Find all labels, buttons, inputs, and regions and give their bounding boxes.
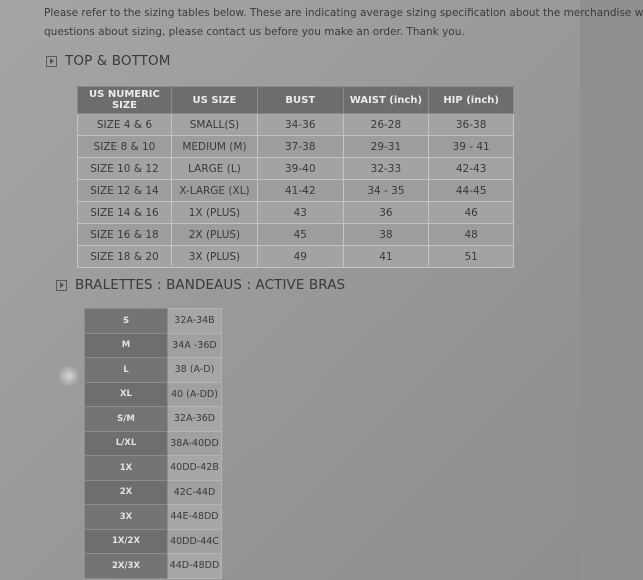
table-row <box>85 333 222 358</box>
cell-numeric-size: SIZE 16 & 18 <box>78 224 172 246</box>
table-row <box>85 382 222 407</box>
cell-numeric-size: SIZE 8 & 10 <box>78 136 172 158</box>
table-row <box>85 431 222 456</box>
cell-numeric-size: SIZE 12 & 14 <box>78 180 172 202</box>
table-row <box>85 505 222 530</box>
table-row <box>85 309 222 334</box>
cell-numeric-size: SIZE 4 & 6 <box>78 114 172 136</box>
cell-waist: 26-28 <box>343 114 429 136</box>
play-triangle-icon <box>56 280 67 291</box>
cell-hip: 44-45 <box>429 180 514 202</box>
cell-bust: 45 <box>257 224 343 246</box>
cell-size: 2X/3X <box>85 554 168 579</box>
section-title-label: TOP & BOTTOM <box>65 53 171 69</box>
cell-bust: 34-36 <box>257 114 343 136</box>
header-us-numeric-size: US NUMERIC SIZE <box>78 87 172 114</box>
cell-waist: 41 <box>343 246 429 268</box>
cell-size: L <box>85 358 168 383</box>
cell-us-size: LARGE (L) <box>171 158 257 180</box>
section-title-top-bottom[interactable] <box>46 53 171 69</box>
cell-us-size: MEDIUM (M) <box>171 136 257 158</box>
play-triangle-icon <box>46 56 57 67</box>
cell-size: 3X <box>85 505 168 530</box>
cell-size: S <box>85 309 168 334</box>
table-row <box>85 456 222 481</box>
cell-bust: 41-42 <box>257 180 343 202</box>
cell-waist: 34 - 35 <box>343 180 429 202</box>
cell-bra-range: 38A-40DD <box>168 431 222 456</box>
table-row <box>78 246 514 268</box>
cell-waist: 29-31 <box>343 136 429 158</box>
cell-numeric-size: SIZE 14 & 16 <box>78 202 172 224</box>
cell-bra-range: 32A-34B <box>168 309 222 334</box>
bralette-size-table <box>84 308 222 579</box>
cell-size: 1X <box>85 456 168 481</box>
cell-numeric-size: SIZE 10 & 12 <box>78 158 172 180</box>
intro-line-2: questions about sizing, please contact us before you make an order. Thank you. <box>44 26 465 38</box>
header-hip: HIP (inch) <box>429 87 514 114</box>
cell-hip: 36-38 <box>429 114 514 136</box>
table-row <box>78 158 514 180</box>
cell-bra-range: 44D-48DD <box>168 554 222 579</box>
cell-waist: 32-33 <box>343 158 429 180</box>
cell-bust: 43 <box>257 202 343 224</box>
table-row <box>78 180 514 202</box>
cell-bra-range: 40DD-44C <box>168 529 222 554</box>
cell-size: S/M <box>85 407 168 432</box>
cell-bra-range: 40 (A-DD) <box>168 382 222 407</box>
cell-hip: 42-43 <box>429 158 514 180</box>
cell-waist: 36 <box>343 202 429 224</box>
cell-hip: 48 <box>429 224 514 246</box>
cell-numeric-size: SIZE 18 & 20 <box>78 246 172 268</box>
cell-bust: 49 <box>257 246 343 268</box>
section-title-bralettes[interactable] <box>56 277 345 293</box>
cell-hip: 51 <box>429 246 514 268</box>
header-bust: BUST <box>257 87 343 114</box>
cell-hip: 46 <box>429 202 514 224</box>
cell-waist: 38 <box>343 224 429 246</box>
table-row <box>85 529 222 554</box>
table-row <box>85 358 222 383</box>
intro-text <box>44 4 643 42</box>
cell-hip: 39 - 41 <box>429 136 514 158</box>
cell-us-size: 2X (PLUS) <box>171 224 257 246</box>
cell-bra-range: 32A-36D <box>168 407 222 432</box>
cell-bra-range: 42C-44D <box>168 480 222 505</box>
table-row <box>78 114 514 136</box>
table-header-row <box>78 87 514 114</box>
cell-size: M <box>85 333 168 358</box>
screen-glare <box>58 365 80 387</box>
table-row <box>85 480 222 505</box>
cell-size: L/XL <box>85 431 168 456</box>
cell-us-size: SMALL(S) <box>171 114 257 136</box>
table-row <box>78 224 514 246</box>
cell-bra-range: 38 (A-D) <box>168 358 222 383</box>
cell-us-size: X-LARGE (XL) <box>171 180 257 202</box>
intro-line-1: Please refer to the sizing tables below. These are indicating average sizing specification about the merchandise w <box>44 7 643 19</box>
table-row <box>78 136 514 158</box>
cell-bust: 37-38 <box>257 136 343 158</box>
cell-bust: 39-40 <box>257 158 343 180</box>
top-bottom-size-table <box>77 86 514 268</box>
cell-size: 1X/2X <box>85 529 168 554</box>
header-us-size: US SIZE <box>171 87 257 114</box>
cell-size: XL <box>85 382 168 407</box>
cell-bra-range: 44E-48DD <box>168 505 222 530</box>
cell-us-size: 3X (PLUS) <box>171 246 257 268</box>
cell-bra-range: 40DD-42B <box>168 456 222 481</box>
section-title-label: BRALETTES : BANDEAUS : ACTIVE BRAS <box>75 277 346 293</box>
cell-us-size: 1X (PLUS) <box>171 202 257 224</box>
header-waist: WAIST (inch) <box>343 87 429 114</box>
table-row <box>85 407 222 432</box>
table-row <box>85 554 222 579</box>
cell-bra-range: 34A -36D <box>168 333 222 358</box>
table-row <box>78 202 514 224</box>
cell-size: 2X <box>85 480 168 505</box>
